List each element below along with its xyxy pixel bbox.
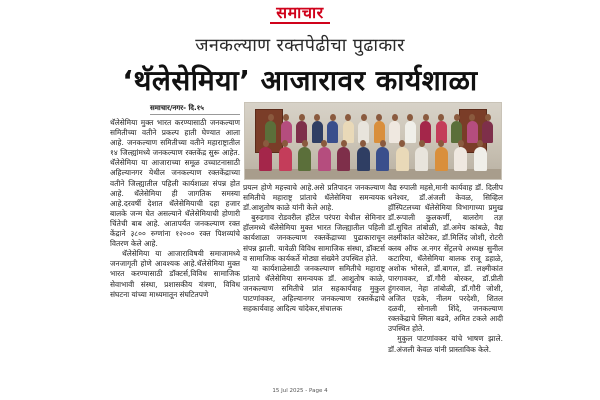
person-head (314, 114, 320, 121)
person-head (438, 140, 444, 147)
person-figure (389, 121, 400, 143)
person-head (399, 140, 405, 147)
person-head (380, 140, 386, 147)
article-column-2: प्रयत्न होणे महत्त्वाचे आहे.असे प्रतिपादन जनकल्याण समितीचे महाराष्ट्र प्रांताचे थॅलेसेमिया समन्वयक डॉ.आशुतोष काळे यांनी केले आहे. बुरुडगाव रोडवरील हॉटेल परंपरा येथील सेमिनार हॉलमध्ये थॅलेसेमिया मुक्त भारत जिल्ह्यातील पहिली कार्यशाळा जनकल्याण रक्तकेंद्राच्या पुढाकाराचून संपन्न झाली. यावेळी विविध सामाजिक संस्था, डॉक्टर्स व सामाजिक कार्यकर्ते मोठ्या संख्येने उपस्थित होते. या कार्यशाळेसाठी जनकल्याण समितीचे महाराष्ट्र प्रांताचे थॅलेसेमिया समन्वयक डॉ. आशुतोष काळे, जनकल्याण समितीचे प्रांत सहकार्यवाह मुकुल पाटणांवकर, अहिल्यानगर जनकल्याण रक्तकेंद्राचे सहकार्यवाह आदित्य चांदेकर,संचालक (243, 183, 386, 314)
article-column-3: वैद्य रुपाली महसे,मानी कार्यवाह डॉ. दिलीप धनेश्वर, डॉ.अंजली केवळ, सिव्हिल हॉस्पिटलच्या थॅलेसेमिया विभागाच्या प्रमुख डॉ.रूपाली कुलकर्णी, बालरोग तज्ञ डॉ.सुचित तांबोळी, डॉ.अमेय कांबळे, वैद्य लक्ष्मीकांत कोटेकर, डॉ.मिलिंद जोशी, रोटरी क्लब ऑफ अ.नगर सेंट्रलचे अध्यक्ष सुनील कटारिया, थॅलेसेमिया बालक राजू डहाळे, अशोक भोसले, डॉ.बागल, डॉ. लक्ष्मीकांत पारगावकर, डॉ.गौरी बोरकर, डॉ.प्रीती हुंगरवाल, नेहा तांबोळी, डॉ.गौरी जोशी, अजित एडके, नीलम परदेशी, शितल दळवी, सोनाली शिंदे, जनकल्याण रक्तकेंद्राचे स्मिता बढवे, अमित टकले आदी उपस्थित होते. मुकुल पाटणांवकर यांचे भाषण झाले. डॉ.अंजली केवळ यांनी प्रास्ताविक केले. (388, 183, 503, 354)
person-head (454, 114, 460, 121)
person-figure (337, 147, 350, 171)
person-head (302, 140, 308, 147)
person-head (392, 114, 398, 121)
person-head (458, 140, 464, 147)
person-figure (312, 121, 323, 143)
person-figure (259, 147, 272, 171)
person-head (341, 140, 347, 147)
person-head (282, 140, 288, 147)
person-head (330, 114, 336, 121)
person-head (423, 114, 429, 121)
logo-underline (270, 22, 330, 24)
person-head (299, 114, 305, 121)
person-figure (396, 147, 409, 171)
person-head (263, 140, 269, 147)
person-head (477, 140, 483, 147)
person-figure (327, 121, 338, 143)
person-head (469, 114, 475, 121)
person-figure (318, 147, 331, 171)
person-head (407, 114, 413, 121)
person-figure (474, 147, 487, 171)
article-headline: ‘थॅलेसेमिया’ आजारावर कार्यशाळा (122, 64, 478, 97)
person-figure (454, 147, 467, 171)
person-figure (482, 121, 493, 143)
person-head (485, 114, 491, 121)
person-figure (467, 121, 478, 143)
person-head (376, 114, 382, 121)
newspaper-logo: समाचार (276, 3, 324, 22)
person-figure (415, 147, 428, 171)
article-column-1: थॅलेसेमिया मुक्त भारत करण्यासाठी जनकल्याण समितीच्या वतीने प्रकल्प हाती घेण्यात आला आहे. जनकल्याण समितीच्या वतीने महाराष्ट्रातील १४ जिल्ह्यांमध्ये जनकल्याण रक्तकेंद्र सुरू आहेत. थॅलेसेमिया या आजाराच्या समूळ उच्चाटनासाठी अहिल्यानगर येथील जनकल्याण रक्तकेंद्राच्या वतीने जिल्ह्यातील पहिली कार्यशाळा संपन्न होत आहे. थॅलेसेमिया ही जागतिक समस्या आहे.दरवर्षी देशात थॅलेसेमियाची दहा हजार बालके जन्म घेत असल्याने थॅलेसेमियाची होणारी चिंतेची बाब आहे. आतापर्यंत जनकल्याण रक्त केंद्राने ३८०० रुग्णांना १२००० रक्त पिशव्यांचे वितरण केले आहे. थॅलेसेमिया या आजाराविषयी समाजामध्ये जनजागृती होणे आवश्यक आहे.थॅलेसेमिया मुक्त भारत करण्यासाठी डॉक्टर्स,विविध सामाजिक सेवाभावी संस्था, प्रशासकीय यंत्रणा, विविध संघटना यांच्या माध्यमातून संघटितपणे (110, 118, 240, 299)
person-head (360, 140, 366, 147)
person-figure (279, 147, 292, 171)
group-photo-image (244, 102, 502, 180)
person-figure (298, 147, 311, 171)
person-figure (435, 147, 448, 171)
page-footer: 15 Jul 2025 - Page 4 (272, 388, 328, 394)
person-head (345, 114, 351, 121)
person-head (283, 114, 289, 121)
person-head (438, 114, 444, 121)
person-figure (357, 147, 370, 171)
person-figure (405, 121, 416, 143)
person-figure (376, 147, 389, 171)
person-head (361, 114, 367, 121)
article-subheading: जनकल्याण रक्तपेढीचा पुढाकार (195, 35, 405, 56)
person-head (419, 140, 425, 147)
article-dateline: समाचार/नगर- दि.१५ (150, 104, 240, 115)
person-head (268, 114, 274, 121)
person-head (321, 140, 327, 147)
